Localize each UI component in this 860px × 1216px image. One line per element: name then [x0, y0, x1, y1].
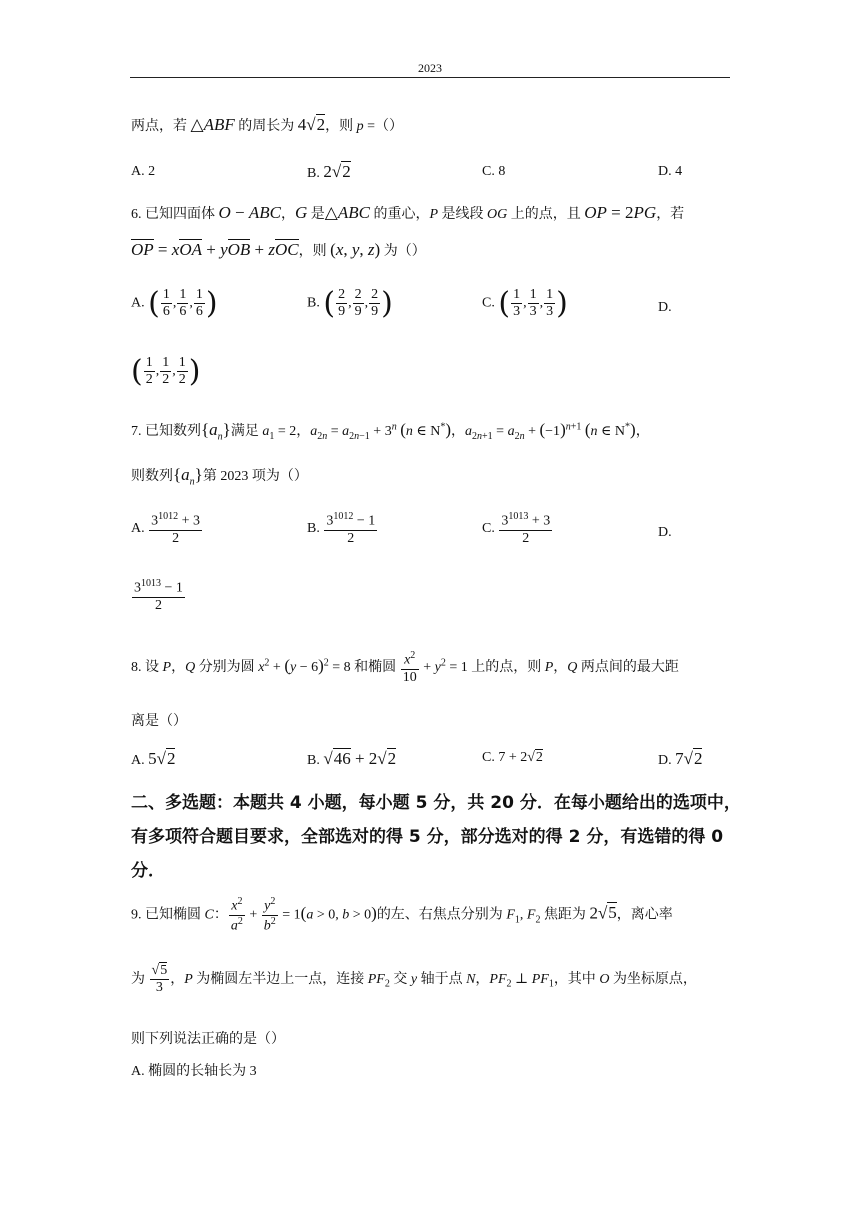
q7-option-b: B. $\frac{3^{1012} - 1}{2}$	[307, 511, 376, 546]
q8-option-d: D. 7√2	[658, 749, 703, 768]
q9-option-a: A. 椭圆的长轴长为 3	[131, 1064, 257, 1079]
q9-stem-line2: 为 $\frac{√5}{3}$ ，P 为椭圆左半边上一点，连接 $PF_2$ 交 y 轴于点 N，$PF_2$ ⊥ $PF_1$，其中 O 为坐标原点，	[131, 963, 697, 996]
q6-option-d-label: D.	[658, 300, 672, 315]
q5-option-a: A. 2	[131, 164, 156, 179]
q6-option-c: C. ( $\frac{1}{3}$ , $\frac{1}{3}$ , $\frac{1}{3}$ )	[482, 286, 568, 321]
q7-stem-line2: 则数列$\{a_n\}$第 2023 项为（）	[131, 465, 308, 488]
q7-stem-line1: 7. 已知数列$\{a_n\}$满足 $a_1 = 2$，$a_{2n} = a_{2n-1} + 3^n$ (n ∈ N*)，$a_{2n+1} = a_{2n} + (-1)^{n+1}$ (n ∈ N*)，	[131, 420, 650, 443]
q5-option-b: B. 2√2	[307, 162, 351, 181]
q6-option-d: ( $\frac{1}{2}$ , $\frac{1}{2}$ , $\frac{1}{2}$ )	[131, 354, 201, 389]
q8-stem-line1: 8. 设 P，Q 分别为圆 $x^2 + (y - 6)^2 = 8$ 和椭圆 $\frac{x^2}{10}$ + $y^2 = 1$ 上的点，则 P，Q 两点间的最大距	[131, 650, 679, 685]
q6-stem-line1: 6. 已知四面体 O − ABC，G 是△ABC 的重心，P 是线段 OG 上的点，且 OP = 2PG，若	[131, 203, 685, 222]
q7-option-d-label: D.	[658, 525, 672, 540]
q8-option-a: A. 5√2	[131, 749, 176, 768]
section-heading-line1: 二、多选题：本题共 4 小题，每小题 5 分，共 20 分．在每小题给出的选项中，	[131, 793, 741, 813]
q8-option-c: C. 7 + 2√2	[482, 750, 543, 765]
q6-option-b: B. ( $\frac{2}{9}$ , $\frac{2}{9}$ , $\frac{2}{9}$ )	[307, 286, 393, 321]
q5-stem: 两点，若 △ABF 的周长为 4√2，则 p =（）	[131, 115, 403, 134]
header-rule	[130, 77, 730, 78]
q6-option-a: A. ( $\frac{1}{6}$ , $\frac{1}{6}$ , $\frac{1}{6}$ )	[131, 286, 218, 321]
q5-option-d: D. 4	[658, 164, 683, 179]
page-header: 2023	[418, 61, 442, 75]
q9-stem-line3: 则下列说法正确的是（）	[131, 1032, 285, 1047]
q7-option-a: A. $\frac{3^{1012} + 3}{2}$	[131, 511, 201, 546]
q7-option-d: $\frac{3^{1013} - 1}{2}$	[134, 578, 183, 613]
q6-stem-line2: OP = xOA + yOB + zOC，则 (x, y, z) 为（）	[131, 240, 426, 259]
q5-option-c: C. 8	[482, 164, 506, 179]
q9-stem-line1: 9. 已知椭圆 C： $\frac{x^2}{a^2}$ + $\frac{y^2}{b^2}$ = 1(a > 0, b > 0)的左、右焦点分别为 $F_1$, $F_2$ 焦距为 2√5，离心率	[131, 896, 673, 934]
section-heading-line3: 分．	[131, 861, 165, 881]
q8-option-b: B. √46 + 2√2	[307, 749, 397, 768]
q7-option-c: C. $\frac{3^{1013} + 3}{2}$	[482, 511, 551, 546]
q8-stem-line2: 离是（）	[131, 714, 187, 729]
section-heading-line2: 有多项符合题目要求，全部选对的得 5 分，部分选对的得 2 分，有选错的得 0	[131, 827, 724, 847]
